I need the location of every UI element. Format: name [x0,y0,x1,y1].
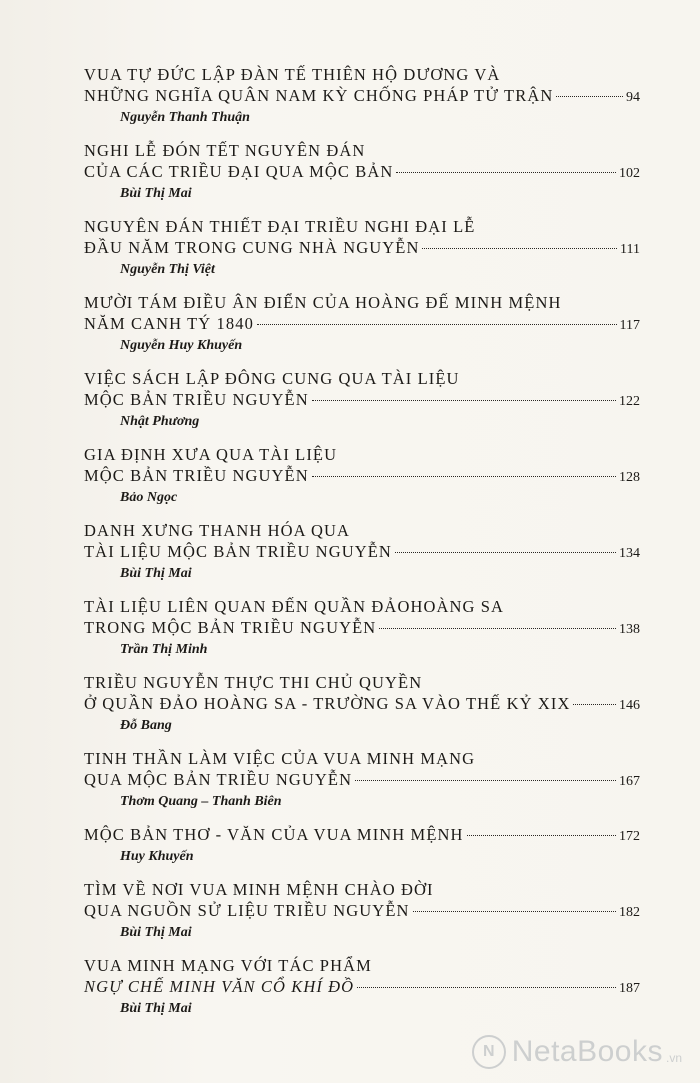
entry-title-line2: NHỮNG NGHĨA QUÂN NAM KỲ CHỐNG PHÁP TỬ TRẬN [84,86,554,105]
entry-title-line2: ĐẦU NĂM TRONG CUNG NHÀ NGUYỄN [84,238,420,257]
entry-author: Bùi Thị Mai [120,925,192,940]
entry-title-line1: VUA TỰ ĐỨC LẬP ĐÀN TẾ THIÊN HỘ DƯƠNG VÀ [84,65,501,84]
toc-entry[interactable] [84,64,640,127]
entry-title-line2: Ở QUẦN ĐẢO HOÀNG SA - TRƯỜNG SA VÀO THẾ KỶ XIX [84,694,571,713]
entry-title-line2: MỘC BẢN TRIỀU NGUYỄN [84,390,309,409]
entry-title-line1: TÌM VỀ NƠI VUA MINH MỆNH CHÀO ĐỜI [84,880,434,899]
entry-title-line1: VUA MINH MẠNG VỚI TÁC PHẨM [84,956,372,975]
dot-leader [312,476,616,477]
entry-title-line2: MỘC BẢN TRIỀU NGUYỄN [84,466,309,485]
entry-title-line1: TINH THẦN LÀM VIỆC CỦA VUA MINH MẠNG [84,749,476,768]
entry-author: Thơm Quang – Thanh Biên [120,794,282,809]
page-number: 117 [619,318,640,333]
entry-author: Nguyễn Huy Khuyến [120,338,243,353]
page-number: 167 [619,774,640,789]
entry-title-line2: QUA NGUỒN SỬ LIỆU TRIỀU NGUYỄN [84,901,410,920]
toc-entry[interactable] [84,596,640,659]
dot-leader [396,172,616,173]
page-number: 187 [619,981,640,996]
entry-title-line2: TRONG MỘC BẢN TRIỀU NGUYỄN [84,618,377,637]
page-number: 128 [619,470,640,485]
entry-title-line1: MƯỜI TÁM ĐIỀU ÂN ĐIỂN CỦA HOÀNG ĐẾ MINH MỆNH [84,293,562,312]
entry-title-line1: NGHI LỄ ĐÓN TẾT NGUYÊN ĐÁN [84,141,366,160]
dot-leader [556,96,623,97]
entry-title-line2: QUA MỘC BẢN TRIỀU NGUYỄN [84,770,353,789]
toc-entry[interactable] [84,955,640,1018]
entry-title-line1: NGUYÊN ĐÁN THIẾT ĐẠI TRIỀU NGHI ĐẠI LỄ [84,217,476,236]
page-number: 138 [619,622,640,637]
page-number: 134 [619,546,640,561]
page-number: 182 [619,905,640,920]
dot-leader [379,628,616,629]
entry-author: Bùi Thị Mai [120,566,192,581]
table-of-contents [84,64,640,1018]
dot-leader [357,987,616,988]
toc-entry[interactable] [84,520,640,583]
entry-author: Huy Khuyến [120,849,194,864]
dot-leader [413,911,616,912]
entry-title-line1: DANH XƯNG THANH HÓA QUA [84,521,351,540]
entry-author: Trần Thị Minh [120,642,208,657]
entry-author: Bùi Thị Mai [120,186,192,201]
page-number: 94 [626,90,640,105]
dot-leader [573,704,616,705]
page-number: 122 [619,394,640,409]
entry-author: Bùi Thị Mai [120,1001,192,1016]
entry-author: Nhật Phương [120,414,200,429]
n-logo-icon: N [472,1035,506,1069]
watermark [472,1035,682,1069]
watermark-brand: NetaBooks [511,1035,663,1068]
entry-title-line2: NĂM CANH TÝ 1840 [84,314,254,333]
page-number: 111 [620,242,640,257]
toc-entry[interactable] [84,748,640,811]
toc-entry[interactable] [84,879,640,942]
page-number: 172 [619,829,640,844]
dot-leader [355,780,616,781]
dot-leader [467,835,616,836]
entry-title-line1: GIA ĐỊNH XƯA QUA TÀI LIỆU [84,445,338,464]
entry-title-line2: CỦA CÁC TRIỀU ĐẠI QUA MỘC BẢN [84,162,394,181]
entry-title-line2: TÀI LIỆU MỘC BẢN TRIỀU NGUYỄN [84,542,392,561]
entry-title-line2: NGỰ CHẾ MINH VĂN CỔ KHÍ ĐỒ [84,977,355,996]
entry-author: Nguyễn Thị Việt [120,262,215,277]
toc-entry[interactable] [84,216,640,279]
entry-title-line1: VIỆC SÁCH LẬP ĐÔNG CUNG QUA TÀI LIỆU [84,369,460,388]
entry-author: Đỗ Bang [120,718,172,733]
watermark-suffix: .vn [665,1051,682,1065]
toc-entry[interactable] [84,292,640,355]
dot-leader [312,400,616,401]
entry-title-line1: TÀI LIỆU LIÊN QUAN ĐẾN QUẦN ĐẢOHOÀNG SA [84,597,505,616]
toc-entry[interactable] [84,140,640,203]
toc-entry[interactable] [84,444,640,507]
entry-title-line1: TRIỀU NGUYỄN THỰC THI CHỦ QUYỀN [84,673,423,692]
dot-leader [395,552,616,553]
toc-entry[interactable] [84,824,640,866]
dot-leader [257,324,617,325]
page-number: 102 [619,166,640,181]
toc-entry[interactable] [84,672,640,735]
toc-entry[interactable] [84,368,640,431]
entry-title-line2: MỘC BẢN THƠ - VĂN CỦA VUA MINH MỆNH [84,825,464,844]
entry-author: Bảo Ngọc [120,490,178,505]
page-number: 146 [619,698,640,713]
entry-author: Nguyễn Thanh Thuận [120,110,250,125]
dot-leader [422,248,617,249]
